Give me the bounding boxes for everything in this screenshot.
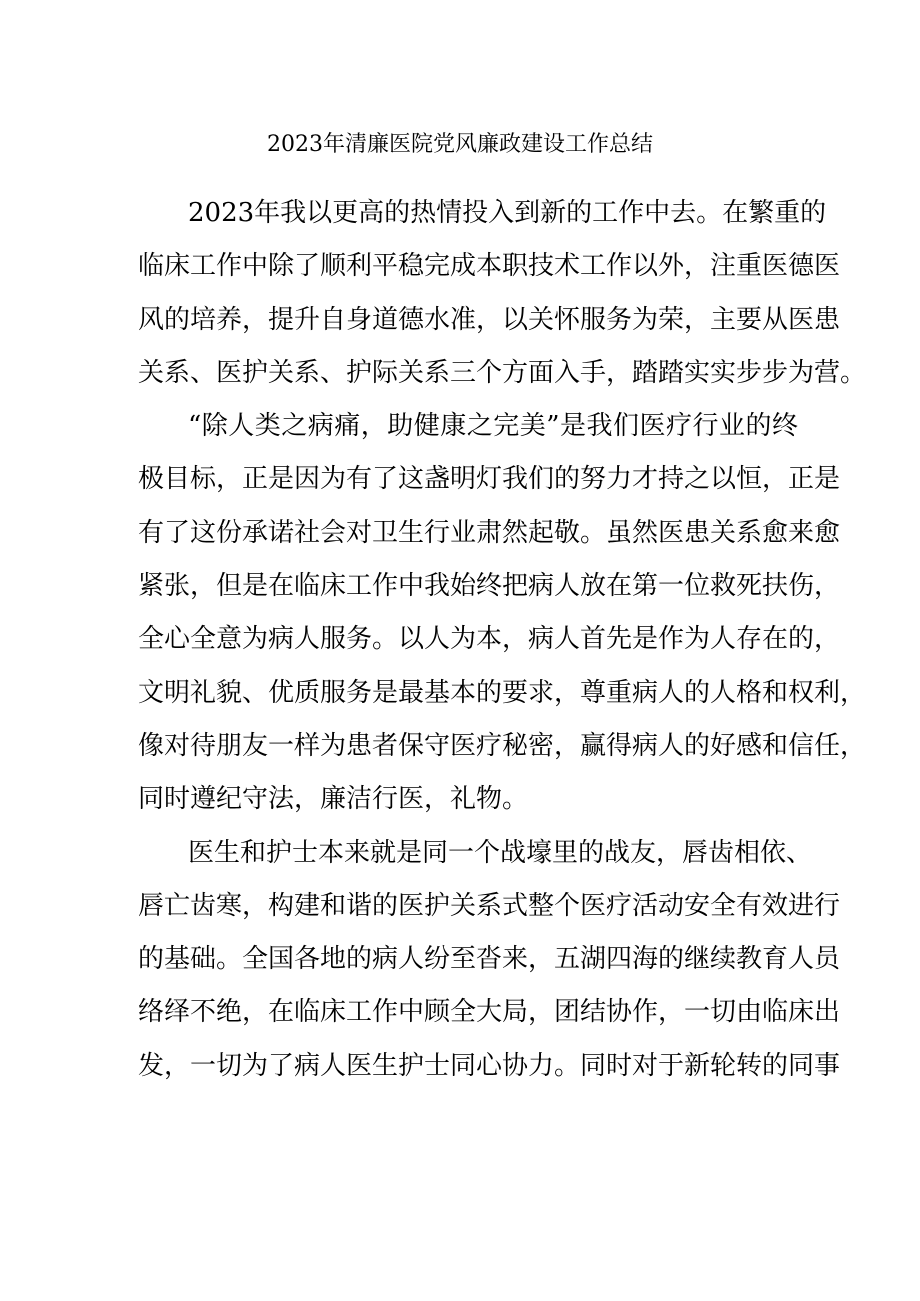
document-title: 2023年清廉医院党风廉政建设工作总结 — [267, 132, 653, 157]
paragraph-line: 2023年我以更高的热情投入到新的工作中去。在繁重的 — [188, 198, 827, 228]
paragraph-line: 关系、医护关系、护际关系三个方面入手，踏踏实实步步为营。 — [138, 357, 867, 388]
paragraph-line: 全心全意为病人服务。以人为本，病人首先是作为人存在的， — [138, 624, 841, 655]
document-body — [138, 187, 867, 1093]
paragraph-line: 唇亡齿寒，构建和谐的医护关系式整个医疗活动安全有效进行 — [138, 890, 841, 921]
paragraph-line: 文明礼貌、优质服务是最基本的要求，尊重病人的人格和权利， — [138, 677, 867, 708]
paragraph-line: 像对待朋友一样为患者保守医疗秘密，赢得病人的好感和信任， — [138, 730, 867, 761]
paragraph-line: 紧张，但是在临床工作中我始终把病人放在第一位救死扶伤， — [138, 571, 841, 602]
paragraph-line: 有了这份承诺社会对卫生行业肃然起敬。虽然医患关系愈来愈 — [138, 517, 841, 548]
paragraph-line: 的基础。全国各地的病人纷至沓来，五湖四海的继续教育人员 — [138, 944, 841, 975]
paragraph-line: 同时遵纪守法，廉洁行医，礼物。 — [138, 784, 529, 815]
paragraph-line: 医生和护士本来就是同一个战壕里的战友，唇齿相依、 — [188, 837, 813, 868]
paragraph-line: 临床工作中除了顺利平稳完成本职技术工作以外，注重医德医 — [138, 251, 841, 282]
paragraph-line: 极目标，正是因为有了这盏明灯我们的努力才持之以恒，正是 — [138, 464, 841, 495]
paragraph-line: 发，一切为了病人医生护士同心协力。同时对于新轮转的同事 — [138, 1050, 841, 1081]
paragraph-3 — [138, 827, 841, 1093]
paragraph-line: “除人类之病痛，助健康之完美”是我们医疗行业的终 — [188, 411, 798, 442]
paragraph-2 — [138, 400, 867, 826]
paragraph-1 — [138, 187, 867, 400]
paragraph-line: 风的培养，提升自身道德水准，以关怀服务为荣，主要从医患 — [138, 304, 841, 335]
paragraph-line: 络绎不绝，在临床工作中顾全大局，团结协作，一切由临床出 — [138, 997, 841, 1028]
